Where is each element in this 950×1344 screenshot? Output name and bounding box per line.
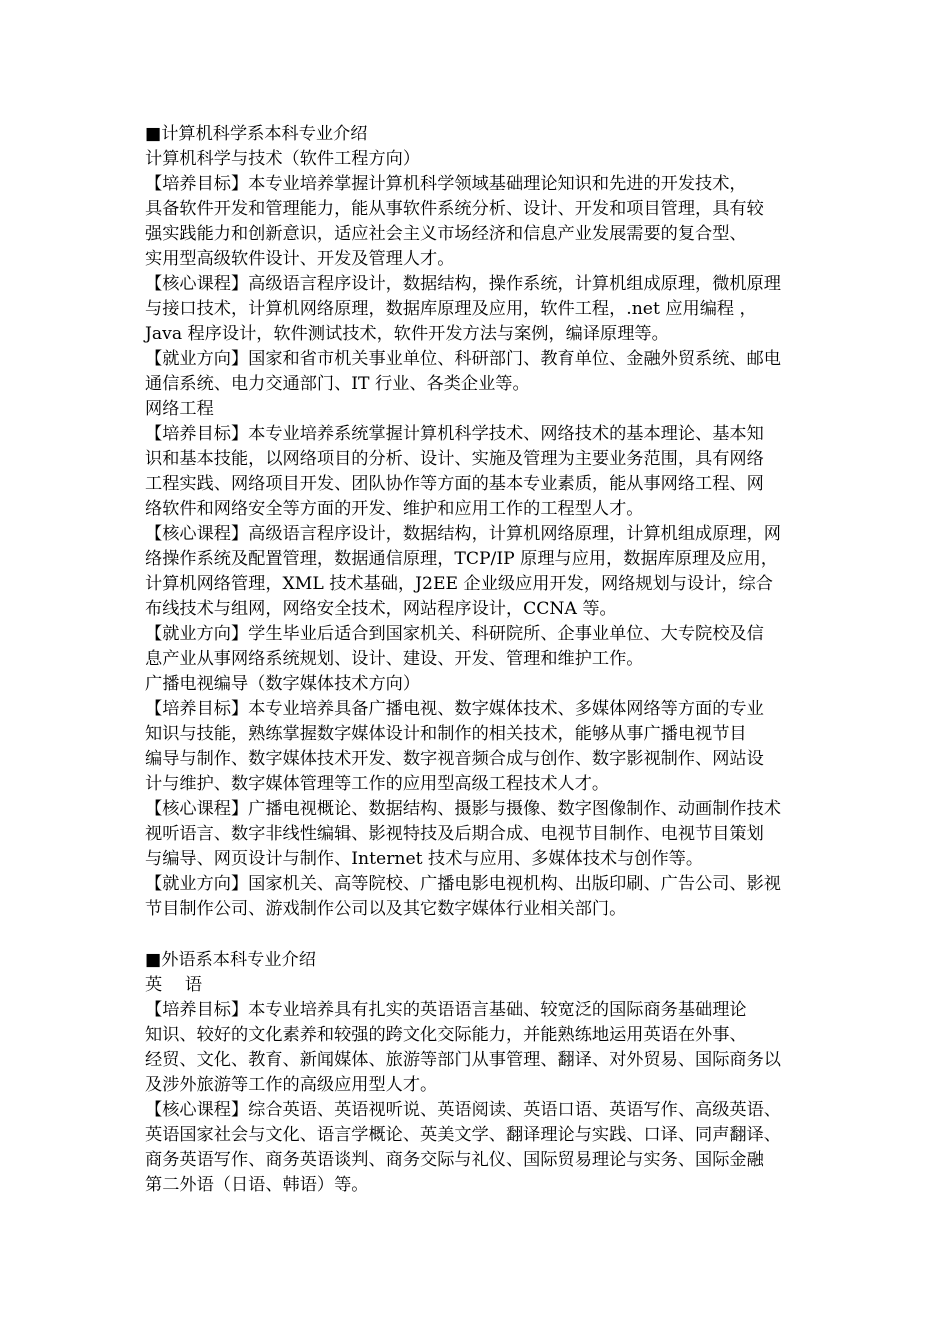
goal-line: 实用型高级软件设计、开发及管理人才。 [145,249,455,269]
courses-line: 络操作系统及配置管理，数据通信原理，TCP/IP 原理与应用，数据库原理及应用， [145,549,778,569]
career-line: 通信系统、电力交通部门、IT 行业、各类企业等。 [145,374,530,394]
goal-line: 计与维护、数字媒体管理等工作的应用型高级工程技术人才。 [145,774,610,794]
courses-line: 视听语言、数字非线性编辑、影视特技及后期合成、电视节目制作、电视节目策划 [145,824,764,844]
goal-line: 【培养目标】本专业培养掌握计算机科学领域基础理论知识和先进的开发技术， [145,174,747,194]
section-heading-cs: ■计算机科学系本科专业介绍 [145,124,368,144]
goal-line: 工程实践、网络项目开发、团队协作等方面的基本专业素质，能从事网络工程、网 [145,474,764,494]
courses-line: 与编导、网页设计与制作、Internet 技术与应用、多媒体技术与创作等。 [145,849,704,869]
courses-line: 英语国家社会与文化、语言学概论、英美文学、翻译理论与实践、口译、同声翻译、 [145,1125,781,1145]
courses-line: 计算机网络管理，XML 技术基础，J2EE 企业级应用开发，网络规划与设计，综合 [145,574,773,594]
goal-line: 识和基本技能，以网络项目的分析、设计、实施及管理为主要业务范围，具有网络 [145,449,764,469]
career-line: 节目制作公司、游戏制作公司以及其它数字媒体行业相关部门。 [145,899,627,919]
major-title: 网络工程 [145,399,214,419]
courses-line: 【核心课程】高级语言程序设计，数据结构，操作系统，计算机组成原理，微机原理 [145,274,781,294]
career-line: 【就业方向】国家机关、高等院校、广播电影电视机构、出版印刷、广告公司、影视 [145,874,781,894]
section-spacer [145,922,817,948]
section-heading-foreign-languages: ■外语系本科专业介绍 [145,950,316,970]
goal-line: 知识与技能，熟练掌握数字媒体设计和制作的相关技术，能够从事广播电视节目 [145,724,747,744]
goal-line: 强实践能力和创新意识，适应社会主义市场经济和信息产业发展需要的复合型、 [145,224,747,244]
goal-line: 及涉外旅游等工作的高级应用型人才。 [145,1075,438,1095]
major-title: 英 语 [145,975,203,995]
career-line: 【就业方向】学生毕业后适合到国家机关、科研院所、企事业单位、大专院校及信 [145,624,764,644]
courses-line: 布线技术与组网，网络安全技术，网站程序设计，CCNA 等。 [145,599,617,619]
courses-line: 【核心课程】综合英语、英语视听说、英语阅读、英语口语、英语写作、高级英语、 [145,1100,781,1120]
goal-line: 络软件和网络安全等方面的开发、维护和应用工作的工程型人才。 [145,499,644,519]
courses-line: 与接口技术，计算机网络原理，数据库原理及应用，软件工程，.net 应用编程 ， [145,299,757,319]
goal-line: 【培养目标】本专业培养具备广播电视、数字媒体技术、多媒体网络等方面的专业 [145,699,764,719]
courses-line: 【核心课程】广播电视概论、数据结构、摄影与摄像、数字图像制作、动画制作技术 [145,799,781,819]
goal-line: 【培养目标】本专业培养具有扎实的英语语言基础、较宽泛的国际商务基础理论 [145,1000,747,1020]
courses-line: 商务英语写作、商务英语谈判、商务交际与礼仪、国际贸易理论与实务、国际金融 [145,1150,764,1170]
career-line: 息产业从事网络系统规划、设计、建设、开发、管理和维护工作。 [145,649,644,669]
goal-line: 【培养目标】本专业培养系统掌握计算机科学技术、网络技术的基本理论、基本知 [145,424,764,444]
major-title: 计算机科学与技术（软件工程方向） [145,149,421,169]
goal-line: 具备软件开发和管理能力，能从事软件系统分析、设计、开发和项目管理，具有较 [145,199,764,219]
courses-line: Java 程序设计，软件测试技术，软件开发方法与案例，编译原理等。 [145,324,669,344]
career-line: 【就业方向】国家和省市机关事业单位、科研部门、教育单位、金融外贸系统、邮电 [145,349,781,369]
goal-line: 经贸、文化、教育、新闻媒体、旅游等部门从事管理、翻译、对外贸易、国际商务以 [145,1050,781,1070]
goal-line: 知识、较好的文化素养和较强的跨文化交际能力，并能熟练地运用英语在外事、 [145,1025,747,1045]
courses-line: 【核心课程】高级语言程序设计，数据结构，计算机网络原理，计算机组成原理，网 [145,524,781,544]
document-page [145,122,817,1198]
courses-line: 第二外语（日语、韩语）等。 [145,1175,369,1195]
major-title: 广播电视编导（数字媒体技术方向） [145,674,421,694]
goal-line: 编导与制作、数字媒体技术开发、数字视音频合成与创作、数字影视制作、网站设 [145,749,764,769]
